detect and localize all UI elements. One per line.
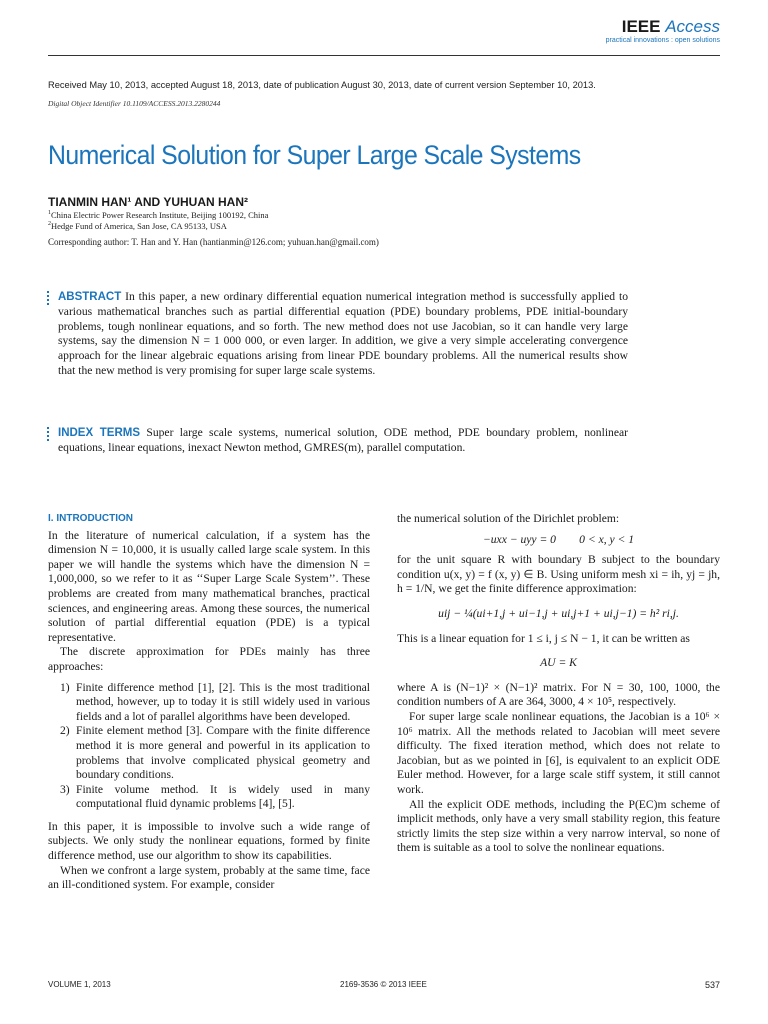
paragraph: When we confront a large system, probably at the same time, face an ill-conditioned system. For example, consider [48,863,370,892]
paragraph: All the explicit ODE methods, including the P(EC)m scheme of implicit methods, only have a very small stability region, this feature strictly limits the step size within a very narrow interval, so none of them is suitable as a tool to solve the nonlinear equations. [397,797,720,855]
equation-2: uij − ¼(ui+1,j + ui−1,j + ui,j+1 + ui,j−1) = h² ri,j. [438,606,679,620]
section-heading: I. INTRODUCTION [48,513,133,524]
authors: TIANMIN HAN¹ AND YUHUAN HAN² [48,195,248,209]
paragraph: where A is (N−1)² × (N−1)² matrix. For N = 30, 100, 1000, the condition numbers of A are 364, 3000, 4 × 10⁵, respectively. [397,680,720,709]
doi: Digital Object Identifier 10.1109/ACCESS.2013.2280244 [48,99,221,108]
paragraph: the numerical solution of the Dirichlet problem: [397,512,620,525]
list-item: 3) Finite volume method. It is widely used in many computational fluid dynamic problems [4], [5]. [60,782,370,811]
index-terms-text: Super large scale systems, numerical solution, ODE method, PDE boundary problem, nonlinear equations, linear equations, inexact Newton method, GMRES(m), parallel computation. [58,426,628,454]
logo-ieee: IEEE [621,17,661,36]
paragraph: for the unit square R with boundary B subject to the boundary condition u(x, y) = f (x, y) ∈ B. Using uniform mesh xi = ih, yj = jh, h = 1/N, we get the finite difference approximation: [397,553,720,596]
affiliation-1: $^1$China Electric Power Research Institute, Beijing 100192, China [48,210,269,220]
equation-1: −uxx − uyy = 0 0 < x, y < 1 [482,532,635,546]
footer-volume: VOLUME 1, 2013 [48,980,111,989]
left-column [48,512,370,893]
corresponding-author: Corresponding author: T. Han and Y. Han (hantianmin@126.com; yuhuan.han@gmail.com) [48,237,379,247]
footer-issn: 2169-3536 © 2013 IEEE [340,980,427,989]
abstract-dots-icon [46,291,50,307]
index-terms-label: INDEX TERMS [58,427,141,439]
journal-logo [606,18,720,45]
paragraph: This is a linear equation for 1 ≤ i, j ≤ N − 1, it can be written as [397,631,690,645]
received-dates: Received May 10, 2013, accepted August 18, 2013, date of publication August 30, 2013, date of current version September 10, 2013. [48,80,596,90]
affiliation-1-text: China Electric Power Research Institute, Beijing 100192, China [50,210,269,220]
logo-tagline: practical innovations : open solutions [605,37,720,44]
affiliation-2-text: Hedge Fund of America, San Jose, CA 95133, USA [50,221,227,231]
paragraph: For super large scale nonlinear equations, the Jacobian is a 10⁶ × 10⁶ matrix. All the methods related to Jacobian will meet severe difficulty. The fixed iteration method, which does not relate to Jacobian, but as we pointed in [6], is equivalent to an explicit ODE Euler method. However, for a large scale stiff system, it still cannot work. [397,709,720,796]
paragraph: In this paper, it is impossible to involve such a wide range of subjects. We only study the nonlinear equations, formed by finite difference method, use our algorithm to show its capabilities. [48,819,370,863]
abstract-text: In this paper, a new ordinary differential equation numerical integration method is successfully applied to various mathematical branches such as partial differential equation (PDE) boundary problems, PDE initial-boundary problems, tough nonlinear equations, and so forth. The new method does not use Jacobian, so it can handle very large systems, say the dimension N = 1 000 000, or even larger. In addition, we give a very simple accelerating convergence approach for the linear algebraic equations arising from linear PDE boundary problems. All the numerical results show that the new method is very promising for super large scale systems. [58,290,628,377]
paper-title: Numerical Solution for Super Large Scale Systems [48,140,581,170]
index-dots-icon [46,427,50,443]
list-item: 1) Finite difference method [1], [2]. This is the most traditional method, however, up to today it is still widely used in various fields and a lot of parallel algorithms have been developed. [60,680,370,723]
list-item: 2) Finite element method [3]. Compare with the finite difference method it is more general and powerful in its application to problems that involve complicated physical geometry and boundary conditions. [60,724,370,782]
abstract [58,290,628,379]
equation-3: AU = K [540,656,577,670]
logo-access: Access [665,17,720,36]
paragraph: The discrete approximation for PDEs mainly has three approaches: [48,645,370,673]
affiliation-2: $^2$Hedge Fund of America, San Jose, CA 95133, USA [48,221,227,231]
footer-page-number: 537 [704,980,720,990]
header-rule [48,55,720,56]
index-terms [58,426,628,456]
right-column [397,512,720,856]
abstract-label: ABSTRACT [58,291,122,303]
paragraph: In the literature of numerical calculation, if a system has the dimension N = 10,000, it is usually called large scale system. In this paper we will handle the systems which have the dimension N = 1,000,000, so we refer to it as ‘‘Super Large Scale System’’. These problems are created from many mathematical branches, practical sciences, and engineering areas. Among these sources, the numerical solution of partial differential equation (PDE) is a typical representative. [48,528,370,644]
